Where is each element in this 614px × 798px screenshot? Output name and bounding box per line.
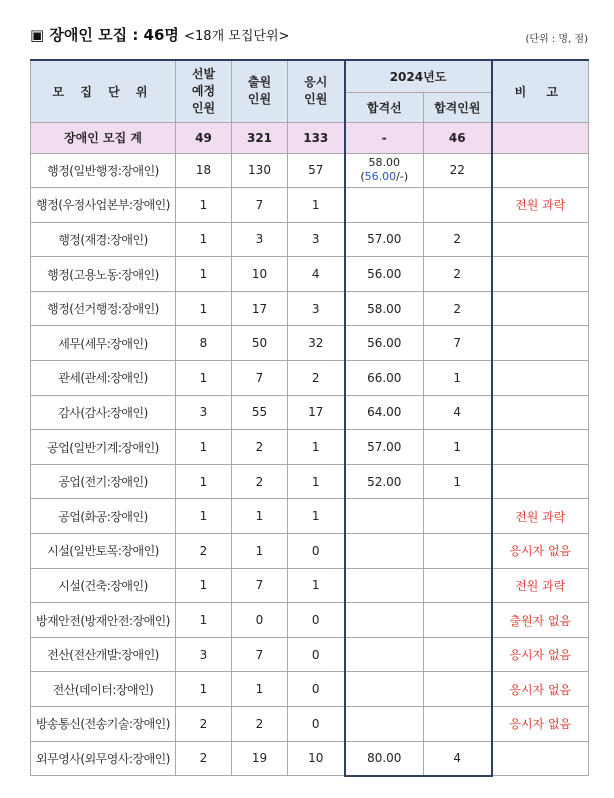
cell-planned: 1 xyxy=(176,603,232,638)
cutoff-sub xyxy=(346,170,424,184)
cell-cutoff xyxy=(345,188,424,223)
cell-passed: 7 xyxy=(424,326,492,361)
cell-note xyxy=(492,326,589,361)
cell-planned: 2 xyxy=(176,707,232,742)
cell-cutoff: 57.00 xyxy=(345,430,424,465)
cell-cutoff: 56.00 xyxy=(345,326,424,361)
cell-passed xyxy=(424,568,492,603)
header-planned xyxy=(176,60,232,122)
unit-note: (단위 : 명, 점) xyxy=(525,34,588,45)
cell-applied: 2 xyxy=(232,464,288,499)
cell-applied: 130 xyxy=(232,153,288,188)
cell-cutoff: 58.00 xyxy=(345,291,424,326)
table-row xyxy=(31,188,589,223)
black-square-icon: ▣ xyxy=(30,26,45,44)
cell-unit: 시설(건축:장애인) xyxy=(31,568,176,603)
cell-unit: 행정(일반행정:장애인) xyxy=(31,153,176,188)
cell-applied: 1 xyxy=(232,534,288,569)
cell-note: 응시자 없음 xyxy=(492,534,589,569)
table-row xyxy=(31,361,589,396)
cutoff-sub-value: 56.00 xyxy=(364,170,397,184)
cell-unit: 외무영사(외무영사:장애인) xyxy=(31,741,176,776)
cell-cutoff xyxy=(345,603,424,638)
cell-applied: 3 xyxy=(232,222,288,257)
cell-cutoff xyxy=(345,153,424,188)
cell-cutoff xyxy=(345,534,424,569)
cell-unit: 행정(우정사업본부:장애인) xyxy=(31,188,176,223)
page-header xyxy=(30,24,588,50)
header-planned-line: 선발 xyxy=(191,66,216,81)
cell-note xyxy=(492,464,589,499)
table-row xyxy=(31,707,589,742)
cell-passed xyxy=(424,637,492,672)
cell-planned: 1 xyxy=(176,672,232,707)
cell-unit: 시설(일반토목:장애인) xyxy=(31,534,176,569)
cell-applied: 7 xyxy=(232,568,288,603)
cell-unit: 전산(전산개발:장애인) xyxy=(31,637,176,672)
cell-passed: 2 xyxy=(424,222,492,257)
table-row xyxy=(31,603,589,638)
cell-cutoff xyxy=(345,568,424,603)
table-row xyxy=(31,499,589,534)
cell-unit: 관세(관세:장애인) xyxy=(31,361,176,396)
cell-applied: 19 xyxy=(232,741,288,776)
cell-taken: 0 xyxy=(288,534,345,569)
header-passed: 합격인원 xyxy=(424,92,492,122)
cell-taken: 1 xyxy=(288,430,345,465)
cell-cutoff: 80.00 xyxy=(345,741,424,776)
cell-unit: 감사(감사:장애인) xyxy=(31,395,176,430)
cell-passed xyxy=(424,603,492,638)
cell-planned: 1 xyxy=(176,257,232,292)
cell-applied: 55 xyxy=(232,395,288,430)
total-planned: 49 xyxy=(176,122,232,153)
cell-applied: 0 xyxy=(232,603,288,638)
cell-planned: 1 xyxy=(176,222,232,257)
table-row xyxy=(31,430,589,465)
cell-passed: 4 xyxy=(424,741,492,776)
cell-taken: 1 xyxy=(288,568,345,603)
cell-note: 응시자 없음 xyxy=(492,672,589,707)
cell-planned: 2 xyxy=(176,534,232,569)
cell-passed: 1 xyxy=(424,464,492,499)
cell-unit: 공업(화공:장애인) xyxy=(31,499,176,534)
header-applied-line: 출원 xyxy=(247,75,272,90)
cell-note: 전원 과락 xyxy=(492,188,589,223)
cell-taken: 0 xyxy=(288,637,345,672)
table-row xyxy=(31,326,589,361)
cell-planned: 1 xyxy=(176,568,232,603)
header-taken-line: 응시 xyxy=(304,75,328,90)
total-applied: 321 xyxy=(232,122,288,153)
cell-taken: 17 xyxy=(288,395,345,430)
cell-cutoff xyxy=(345,707,424,742)
page-title xyxy=(30,24,289,45)
table-row xyxy=(31,637,589,672)
cell-taken: 0 xyxy=(288,707,345,742)
cell-unit: 방재안전(방재안전:장애인) xyxy=(31,603,176,638)
table-row xyxy=(31,291,589,326)
cell-note xyxy=(492,222,589,257)
cell-taken: 0 xyxy=(288,672,345,707)
cell-taken: 0 xyxy=(288,603,345,638)
cell-note xyxy=(492,153,589,188)
cell-note: 전원 과락 xyxy=(492,499,589,534)
total-unit: 장애인 모집 계 xyxy=(31,122,176,153)
cell-planned: 8 xyxy=(176,326,232,361)
header-applied-line: 인원 xyxy=(247,92,272,107)
cell-planned: 1 xyxy=(176,361,232,396)
header-taken xyxy=(288,60,345,122)
cell-planned: 1 xyxy=(176,499,232,534)
cell-note xyxy=(492,361,589,396)
cell-taken: 57 xyxy=(288,153,345,188)
cell-applied: 7 xyxy=(232,188,288,223)
cell-note: 응시자 없음 xyxy=(492,637,589,672)
cell-cutoff xyxy=(345,499,424,534)
cell-passed: 2 xyxy=(424,257,492,292)
header-applied xyxy=(232,60,288,122)
cell-unit: 세무(세무:장애인) xyxy=(31,326,176,361)
cell-taken: 3 xyxy=(288,291,345,326)
cutoff-sub-open: ( xyxy=(360,170,365,184)
table-row xyxy=(31,153,589,188)
cell-passed: 2 xyxy=(424,291,492,326)
cell-cutoff: 56.00 xyxy=(345,257,424,292)
cell-passed xyxy=(424,188,492,223)
cell-cutoff: 64.00 xyxy=(345,395,424,430)
total-cutoff: - xyxy=(345,122,424,153)
cell-planned: 3 xyxy=(176,395,232,430)
header-planned-line: 예정 xyxy=(191,83,216,98)
cell-unit: 행정(고용노동:장애인) xyxy=(31,257,176,292)
table-row xyxy=(31,464,589,499)
cell-taken: 10 xyxy=(288,741,345,776)
cell-planned: 1 xyxy=(176,291,232,326)
cell-passed xyxy=(424,672,492,707)
cell-unit: 행정(재경:장애인) xyxy=(31,222,176,257)
cell-applied: 10 xyxy=(232,257,288,292)
total-taken: 133 xyxy=(288,122,345,153)
cell-passed: 4 xyxy=(424,395,492,430)
cell-planned: 1 xyxy=(176,464,232,499)
cell-taken: 1 xyxy=(288,464,345,499)
cell-taken: 1 xyxy=(288,499,345,534)
cell-applied: 7 xyxy=(232,361,288,396)
table-row xyxy=(31,257,589,292)
cell-unit: 방송통신(전송기술:장애인) xyxy=(31,707,176,742)
cell-passed: 1 xyxy=(424,361,492,396)
cell-unit: 공업(일반기계:장애인) xyxy=(31,430,176,465)
cell-applied: 2 xyxy=(232,430,288,465)
cell-cutoff: 52.00 xyxy=(345,464,424,499)
cell-cutoff: 66.00 xyxy=(345,361,424,396)
cell-planned: 1 xyxy=(176,188,232,223)
recruitment-table xyxy=(30,59,589,777)
cell-taken: 4 xyxy=(288,257,345,292)
cell-passed xyxy=(424,707,492,742)
cell-passed: 22 xyxy=(424,153,492,188)
table-row xyxy=(31,534,589,569)
table-row xyxy=(31,395,589,430)
cell-applied: 17 xyxy=(232,291,288,326)
total-note xyxy=(492,122,589,153)
cell-cutoff: 57.00 xyxy=(345,222,424,257)
cell-planned: 3 xyxy=(176,637,232,672)
cell-note xyxy=(492,395,589,430)
table-row xyxy=(31,222,589,257)
total-passed: 46 xyxy=(424,122,492,153)
cell-note: 전원 과락 xyxy=(492,568,589,603)
cell-unit: 전산(데이터:장애인) xyxy=(31,672,176,707)
cell-taken: 1 xyxy=(288,188,345,223)
cell-passed: 1 xyxy=(424,430,492,465)
header-year-group: 2024년도 xyxy=(345,60,492,92)
cell-taken: 3 xyxy=(288,222,345,257)
cell-applied: 1 xyxy=(232,672,288,707)
table-row xyxy=(31,741,589,776)
title-sub: <18개 모집단위> xyxy=(184,29,290,44)
cell-applied: 1 xyxy=(232,499,288,534)
cell-unit: 행정(선거행정:장애인) xyxy=(31,291,176,326)
cell-note xyxy=(492,257,589,292)
table-row xyxy=(31,568,589,603)
cell-cutoff xyxy=(345,672,424,707)
total-row xyxy=(31,122,589,153)
cell-note: 응시자 없음 xyxy=(492,707,589,742)
cell-passed xyxy=(424,499,492,534)
cutoff-sub-close: /-) xyxy=(396,170,409,184)
cell-applied: 50 xyxy=(232,326,288,361)
header-note: 비 고 xyxy=(492,60,589,122)
cell-taken: 32 xyxy=(288,326,345,361)
cell-cutoff xyxy=(345,637,424,672)
cell-unit: 공업(전기:장애인) xyxy=(31,464,176,499)
table-row xyxy=(31,672,589,707)
cell-applied: 7 xyxy=(232,637,288,672)
header-cutoff: 합격선 xyxy=(345,92,424,122)
cell-planned: 2 xyxy=(176,741,232,776)
cell-taken: 2 xyxy=(288,361,345,396)
cell-planned: 18 xyxy=(176,153,232,188)
cutoff-main: 58.00 xyxy=(368,156,400,170)
header-unit: 모 집 단 위 xyxy=(31,60,176,122)
header-planned-line: 인원 xyxy=(191,100,216,115)
cell-note xyxy=(492,291,589,326)
title-main: 장애인 모집 : 46명 xyxy=(49,26,179,44)
cell-note xyxy=(492,741,589,776)
cell-note xyxy=(492,430,589,465)
cell-note: 출원자 없음 xyxy=(492,603,589,638)
header-taken-line: 인원 xyxy=(304,92,328,107)
cell-planned: 1 xyxy=(176,430,232,465)
cell-applied: 2 xyxy=(232,707,288,742)
cell-passed xyxy=(424,534,492,569)
